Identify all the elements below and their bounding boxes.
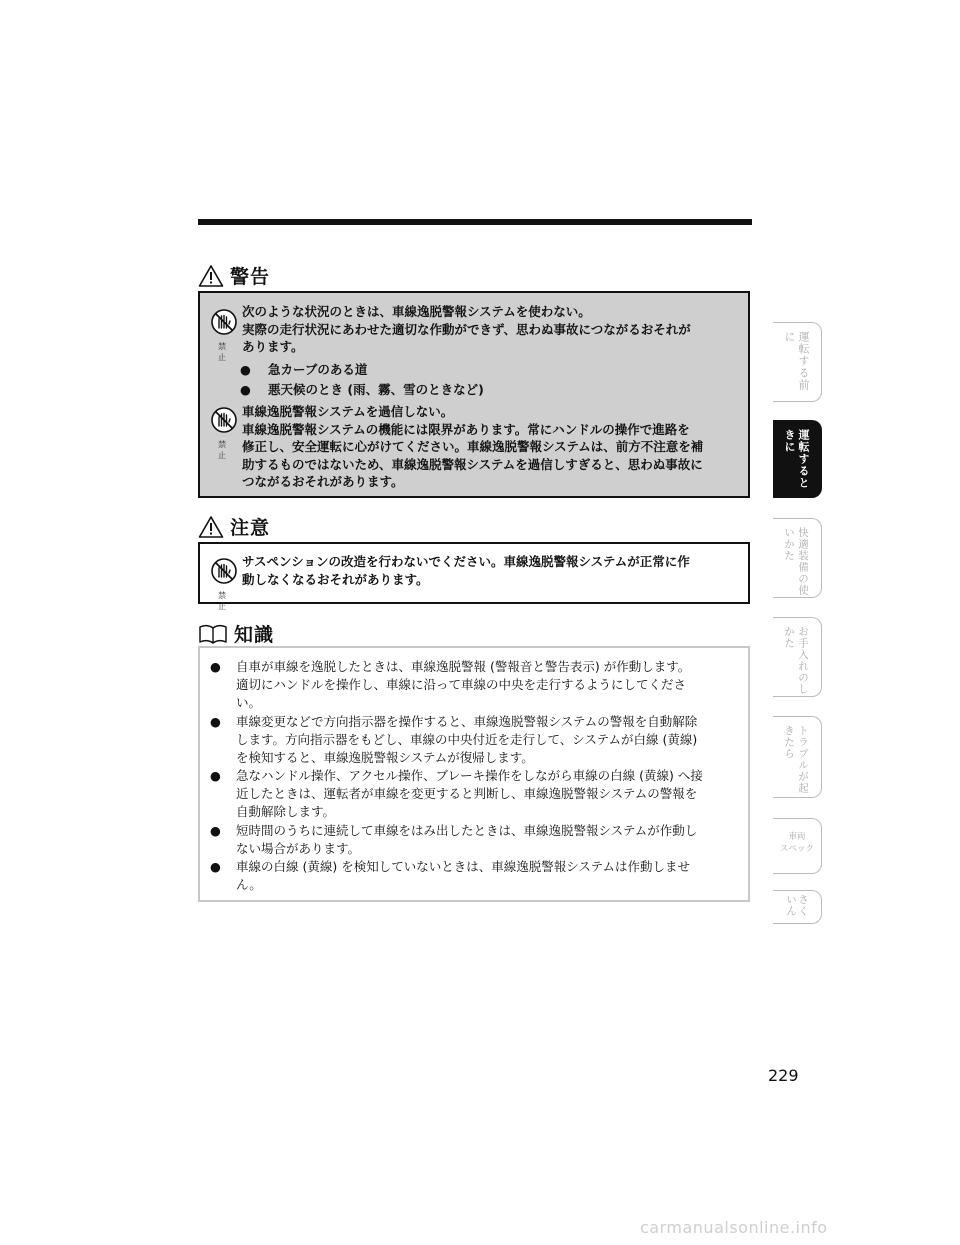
watermark: carmanualsonline.info	[640, 1218, 828, 1237]
bullet-dot: ●	[240, 382, 251, 397]
book-icon	[198, 622, 228, 646]
text-line: 自動解除します。	[236, 804, 336, 819]
prohibition-mark	[210, 556, 238, 611]
warning-bullet	[240, 381, 484, 398]
warning-title: 警告	[230, 266, 271, 288]
text-line: 急なハンドル操作、アクセル操作、ブレーキ操作をしながら車線の白線 (黄線) へ接	[236, 768, 703, 783]
knowledge-item	[210, 822, 742, 858]
text-line: 車線の白線 (黄線) を検知していないときは、車線逸脱警報システムは作動しませ	[236, 859, 690, 874]
prohibited-hand-icon	[210, 405, 238, 437]
warning-bullet	[240, 361, 367, 378]
prohibited-hand-icon	[210, 307, 238, 339]
text-line: 車線変更などで方向指示器を操作すると、車線逸脱警報システムの警報を自動解除	[236, 714, 698, 729]
tab-label: 運転するときに	[783, 429, 810, 489]
bullet-text: 急カーブのある道	[268, 362, 368, 377]
tab-label: 快適装備の使いかた	[783, 527, 809, 596]
knowledge-title: 知識	[234, 624, 275, 646]
warning-item-2	[242, 403, 703, 491]
tab-label: さくいん	[785, 894, 809, 917]
caution-heading	[198, 513, 270, 540]
text-line: 動しなくなるおそれがあります。	[242, 571, 429, 587]
text-line: 近したときは、運転者が車線を変更すると判断し、車線逸脱警報システムの警報を	[236, 786, 698, 801]
tab-troubleshooting[interactable]	[773, 716, 822, 798]
text-line: 短時間のうちに連続して車線をはみ出したときは、車線逸脱警報システムが作動し	[236, 823, 698, 838]
bullet-dot: ●	[210, 714, 221, 729]
bullet-text: 悪天候のとき (雨、霧、雪のときなど)	[268, 382, 484, 397]
text-line: ん。	[236, 877, 262, 892]
text-line: 次のような状況のときは、車線逸脱警報システムを使わない。	[242, 304, 591, 319]
text-line: ない場合があります。	[236, 841, 361, 856]
text-line: サスペンションの改造を行わないでください。車線逸脱警報システムが正常に作	[242, 554, 690, 569]
prohibited-hand-icon	[210, 556, 238, 588]
text-line: あります。	[242, 339, 304, 354]
prohibition-mark	[210, 405, 238, 460]
tab-label: スペック	[779, 844, 814, 854]
prohibition-caption: 禁 止	[218, 342, 230, 362]
text-line: します。方向指示器をもどし、車線の中央付近を走行して、システムが白線 (黄線)	[236, 732, 698, 747]
caution-text	[242, 553, 690, 588]
prohibition-mark	[210, 307, 238, 362]
tab-maintenance[interactable]	[773, 617, 822, 697]
text-line: 自車が車線を逸脱したときは、車線逸脱警報 (警報音と警告表示) が作動します。	[236, 659, 691, 674]
tab-comfort-equipment[interactable]	[773, 518, 822, 598]
knowledge-item	[210, 713, 742, 767]
text-line: つながるおそれがあります。	[242, 474, 404, 489]
bullet-dot: ●	[210, 859, 221, 874]
text-line: 助するものではないため、車線逸脱警報システムを過信しすぎると、思わぬ事故に	[242, 456, 703, 472]
bullet-dot: ●	[240, 362, 251, 377]
bullet-dot: ●	[210, 768, 221, 783]
knowledge-heading	[198, 620, 274, 647]
warning-triangle-icon	[198, 264, 224, 288]
text-line: 適切にハンドルを操作し、車線に沿って車線の中央を走行するようにしてくださ	[236, 677, 687, 692]
tab-before-driving[interactable]	[773, 322, 822, 402]
caution-title: 注意	[230, 517, 271, 539]
caution-box	[198, 542, 750, 611]
text-line: 車線逸脱警報システムを過信しない。	[242, 404, 454, 419]
bullet-dot: ●	[210, 659, 221, 674]
text-line: を検知すると、車線逸脱警報システムが復帰します。	[236, 750, 534, 765]
tab-label: 運転する前に	[783, 331, 810, 391]
tab-label: トラブルが起きたら	[783, 725, 809, 794]
tab-label: お手入れのしかた	[783, 626, 809, 695]
caution-triangle-icon	[198, 515, 224, 539]
prohibition-caption: 禁 止	[218, 440, 230, 460]
text-line: 修正し、安全運転に心がけてください。車線逸脱警報システムは、前方不注意を補	[242, 439, 704, 454]
knowledge-item	[210, 767, 742, 821]
text-line: 車線逸脱警報システムの機能には限界があります。常にハンドルの操作で進路を	[242, 421, 690, 437]
tab-label: 車両	[788, 832, 806, 842]
bullet-dot: ●	[210, 823, 221, 838]
warning-item-1	[242, 303, 691, 356]
header-rule	[198, 219, 752, 225]
text-line: 実際の走行状況にあわせた適切な作動ができず、思わぬ事故につながるおそれが	[242, 321, 691, 337]
knowledge-item	[210, 858, 742, 894]
tab-while-driving[interactable]	[773, 420, 822, 498]
tab-index[interactable]	[773, 890, 822, 924]
tab-specifications[interactable]	[773, 818, 822, 874]
prohibition-caption: 禁 止	[218, 591, 230, 611]
page-number: 229	[768, 1066, 799, 1085]
warning-box	[198, 291, 750, 498]
knowledge-item	[210, 658, 742, 712]
text-line: い。	[236, 695, 262, 710]
warning-heading	[198, 262, 270, 289]
